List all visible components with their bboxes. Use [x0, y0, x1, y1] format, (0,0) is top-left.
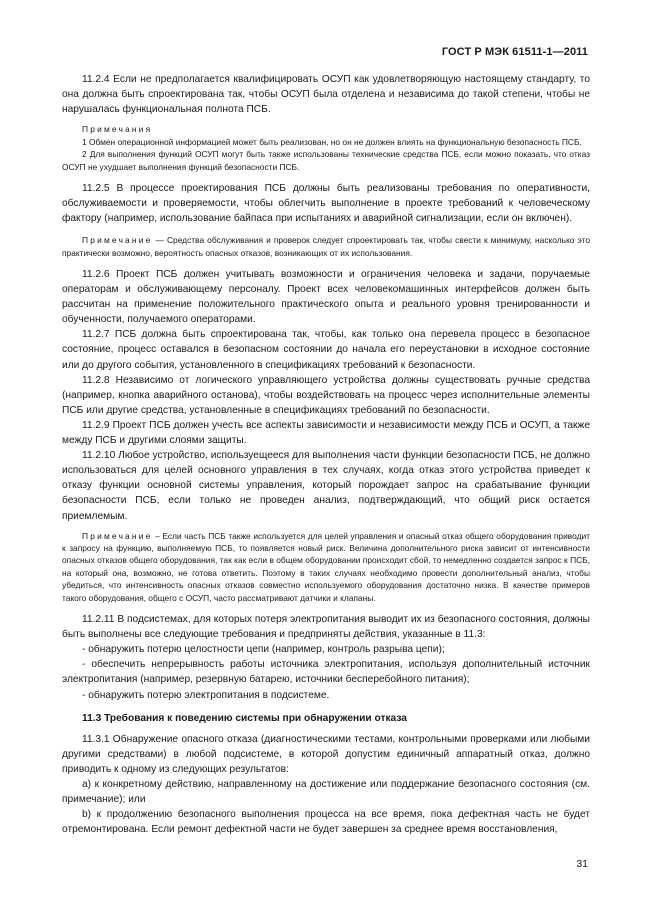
- clause-11-2-8: 11.2.8 Независимо от логического управляющего устройства должны существовать ручные средства (например, кнопка аварийного останова), чтобы воздействовать на процесс через исполнительные элементы ПСБ или другие средства, установленные в спецификациях требований по безопасности.: [62, 374, 590, 416]
- clause-11-2-9: 11.2.9 Проект ПСБ должен учесть все аспекты зависимости и независимости между ПСБ и ОСУП, а также между ПСБ и другими слоями защиты.: [62, 419, 590, 447]
- clause-11-2-4: 11.2.4 Если не предполагается квалифицировать ОСУП как удовлетворяющую настоящему стандарту, то она должна быть спроектирована так, чтобы ОСУП была отделена и независима до такой степени, чтобы не нарушалась функциональная полнота ПСБ.: [62, 74, 590, 116]
- notes-title: Примечания: [82, 124, 153, 135]
- note-1: 1 Обмен операционной информацией может быть реализован, но он не должен влиять на функциональную безопасность ПСБ.: [82, 136, 582, 147]
- list-item-2: - обеспечить непрерывность работы источника электропитания, используя дополнительный источник электропитания (например, резервную батарею, источники бесперебойного питания);: [62, 659, 590, 686]
- list-item-b: b) к продолжению безопасного выполнения процесса на все время, пока дефектная часть не будет отремонтирована. Если ремонт дефектной части не будет завершен за среднее время восстановления,: [62, 809, 590, 836]
- clause-11-2-5: 11.2.5 В процессе проектирования ПСБ должны быть реализованы требования по оперативности, обслуживаемости и проверяемости, чтобы облегчить выполнение в проекте требований к человеческому фактору (например, использование байпаса при испытаниях и аварийной сигнализации, если он включен).: [62, 182, 590, 225]
- clause-11-2-10: 11.2.10 Любое устройство, используещееся для выполнения части функции безопасности ПСБ, не должно использоваться для целей основного управления в тех случаях, когда отказ этого устройства приведет к отказу функции основной системы управления, который порождает запрос на срабатывание функции безопасности ПСБ, если только не проведен анализ, подтверждающий, что общий риск остается приемлемым.: [62, 450, 590, 522]
- page-number: 31: [576, 858, 588, 870]
- clause-11-2-7: 11.2.7 ПСБ должна быть спроектирована так, чтобы, как только она перевела процесс в безопасное состояние, процесс оставался в безопасном состоянии до начала его переустановки в исходное состояние или до другого события, установленного в спецификациях требований к безопасности.: [62, 329, 590, 371]
- note-2: 2 Для выполнения функций ОСУП могут быть также использованы технические средства ПСБ, если можно показать, что отказ ОСУП не ухудшает выполнения функций безопасности ПСБ.: [62, 149, 590, 172]
- list-item-1: - обнаружить потерю целостности цепи (например, контроль разрыва цепи);: [82, 644, 445, 656]
- list-item-a: а) к конкретному действию, направленному на достижение или поддержание безопасного состояния (см. примечание); или: [62, 778, 590, 806]
- clause-11-3-1: 11.3.1 Обнаружение опасного отказа (диагностическими тестами, контрольными проверками или любыми другими средствами) в любой подсистеме, в которой допустим единичный аппаратный отказ, должно приводить к одному из следующих результатов:: [62, 733, 590, 775]
- note-4: [62, 530, 590, 604]
- note-4-label: Примечание: [82, 530, 153, 541]
- note-4-text: – Если часть ПСБ также используется для целей управления и опасный отказ общего оборудования приводит к запросу на функцию, выполняемую ПСБ, то появляется новый риск. Величина дополнительного риска зависит от интенсивности опасных отказов общего оборудования, так как если в общем оборудовании происходит сбой, то немедленно создается запрос к ПСБ, на который она, возможно, не готова ответить. Поэтому в таких случаях необходимо провести дополнительный анализ, чтобы убедиться, что интенсивность опасных отказов совместно используемого оборудования достаточно низка. В качестве примеров такого оборудования, общего с ОСУП, часто рассматривают датчики и клапаны.: [62, 530, 590, 603]
- list-item-3: - обнаружить потерю электропитания в подсистеме.: [82, 689, 330, 701]
- note-3: [62, 234, 590, 259]
- standard-header: ГОСТ Р МЭК 61511-1—2011: [441, 46, 588, 58]
- clause-11-2-11: 11.2.11 В подсистемах, для которых потеря электропитания выводит их из безопасного состояния, должны быть выполнены все следующие требования и предприняты действия, указанные в 11.3:: [62, 614, 590, 641]
- note-3-label: Примечание: [82, 235, 153, 246]
- section-heading-11-3: 11.3 Требования к поведению системы при обнаружении отказа: [82, 712, 407, 724]
- clause-11-2-6: 11.2.6 Проект ПСБ должен учитывать возможности и ограничения человека и задачи, поручаемые операторам и обслуживающему персоналу. Проект всех человекомашинных интерфейсов должен быть рассчитан на применение положительного практического опыта и реального уровня тренированности и обученности, получаемого операторами.: [62, 269, 590, 326]
- note-3-text: — Средства обслуживания и проверок следует спроектировать так, чтобы свести к минимуму, насколько это практически возможно, вероятность опасных отказов, возникающих от их использования.: [62, 235, 590, 258]
- document-body: [62, 72, 590, 837]
